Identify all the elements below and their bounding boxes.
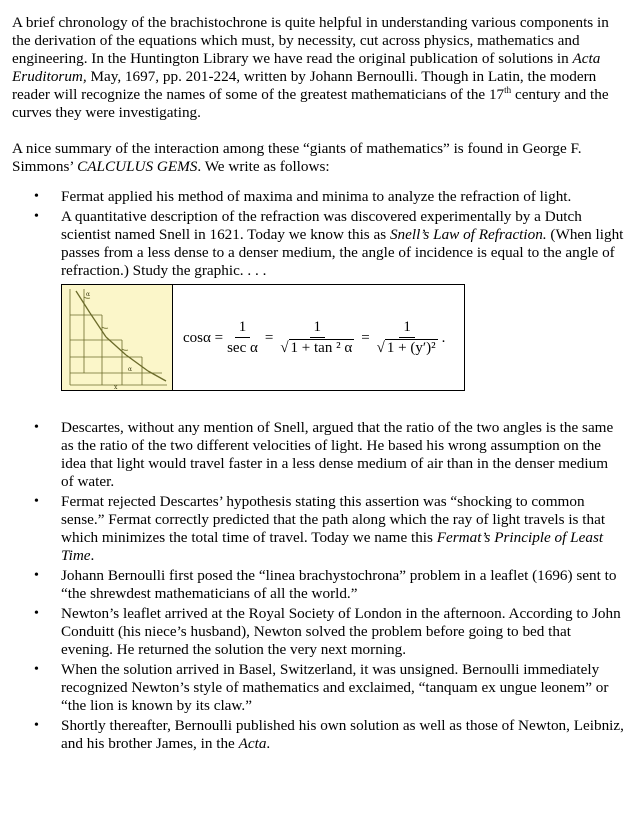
chronology-list-continued	[12, 419, 624, 753]
refraction-graphic	[62, 285, 173, 390]
summary-text-2: . We write as follows:	[197, 158, 330, 175]
fraction-sec	[227, 318, 258, 357]
bullet-icon: •	[34, 420, 39, 435]
bullet-text: Newton’s leaflet arrived at the Royal Society of London in the afternoon. According to John Conduitt (his niece’s husband), Newton solved the problem before going to bed that evening. He returned the solution the very next morning.	[61, 605, 621, 658]
sqrt-content: 1 + (y′)²	[386, 340, 436, 356]
formula-lhs: cosα =	[183, 329, 224, 346]
list-item	[12, 717, 624, 753]
list-item	[12, 188, 624, 206]
bullet-text: Descartes, without any mention of Snell, argued that the ratio of the two angles is the same as the ratio of the two different velocities of light. He based his wrong assumption on the idea that light would travel faster in a less dense medium of air than in the denser medium of water.	[61, 419, 614, 490]
fraction-denominator	[280, 338, 354, 357]
fraction-numerator: 1	[310, 318, 326, 338]
bullet-text: Shortly thereafter, Bernoulli published his own solution as well as those of Newton, Leibniz, and his brother James, in the	[61, 717, 624, 752]
bullet-icon: •	[34, 189, 39, 204]
intro-text-2: May, 1697, pp. 201-224, written by Johann Bernoulli. Though in Latin, the modern reader will recognize the names of some of the greatest mathematicians of the 17	[12, 68, 597, 103]
intro-text-3: century and the curves they were investigating.	[12, 86, 609, 121]
acta-title: Acta	[238, 735, 267, 752]
bullet-icon: •	[34, 494, 39, 509]
list-item	[12, 567, 624, 603]
intro-text-1: A brief chronology of the brachistochrone is quite helpful in understanding various components in the derivation of the equations which must, by necessity, cut across physics, mathematics and engineering. In the Huntington Library we have read the original publication of solutions in	[12, 14, 609, 67]
bullet-icon: •	[34, 718, 39, 733]
list-item	[12, 661, 624, 715]
superscript-th: th	[504, 84, 512, 95]
document-page	[12, 14, 624, 755]
chronology-list	[12, 188, 624, 280]
refraction-diagram-icon	[62, 285, 172, 390]
equals-sign: =	[361, 329, 370, 346]
bullet-icon: •	[34, 662, 39, 677]
snell-figure	[61, 284, 465, 391]
bullet-text: Fermat rejected Descartes’ hypothesis stating this assertion was “shocking to common sense.” Fermat correctly predicted that the path along which the ray of light travels is that which minimizes the total time of travel. Today we name this	[61, 493, 606, 546]
bullet-icon: •	[34, 606, 39, 621]
intro-paragraph	[12, 14, 624, 122]
bullet-text: Fermat applied his method of maxima and minima to analyze the refraction of light.	[61, 188, 572, 205]
fraction-denominator: sec α	[227, 340, 258, 356]
snells-law-title: Snell’s Law of Refraction.	[389, 226, 547, 243]
calculus-gems-title: CALCULUS GEMS	[77, 158, 198, 175]
summary-paragraph	[12, 140, 624, 176]
spacer	[12, 391, 624, 419]
summary-text-1: A nice summary of the interaction among these “giants of mathematics” is found in George F. Simmons’	[12, 140, 582, 175]
bullet-text: .	[266, 735, 271, 752]
bullet-icon: •	[34, 209, 39, 224]
acta-title: Acta Eruditorum,	[12, 50, 601, 85]
list-item	[12, 208, 624, 280]
fraction-numerator: 1	[399, 318, 415, 338]
fraction-derivative	[377, 318, 438, 357]
sqrt-icon: √	[376, 340, 385, 356]
formula-period: .	[441, 329, 446, 346]
fraction-tan	[280, 318, 354, 357]
bullet-text: .	[90, 547, 95, 564]
fermat-principle-title: Fermat’s Principle of Least Time	[61, 529, 604, 564]
fraction-numerator: 1	[235, 318, 251, 338]
x-label: x	[114, 384, 118, 390]
fraction-denominator	[377, 338, 438, 357]
bullet-text: A quantitative description of the refraction was discovered experimentally by a Dutch scientist named Snell in 1621. Today we know this as	[61, 208, 582, 243]
alpha-label: α	[86, 291, 91, 298]
bullet-text: When the solution arrived in Basel, Switzerland, it was unsigned. Bernoulli immediately recognized Newton’s style of mathematics and exclaimed, “tanquam ex ungue leonem” or “the lion is known by its claw.”	[61, 661, 609, 714]
list-item	[12, 419, 624, 491]
equals-sign: =	[264, 329, 274, 346]
bullet-icon: •	[34, 568, 39, 583]
sqrt-content: 1 + tan ² α	[290, 340, 353, 356]
list-item	[12, 493, 624, 565]
bullet-text: (When light passes from a less dense to a denser medium, the angle of incidence is equal to the angle of refraction.) Study the graphic. . . .	[61, 226, 624, 279]
sqrt-icon: √	[280, 340, 289, 356]
list-item	[12, 605, 624, 659]
bullet-text: Johann Bernoulli first posed the “linea brachystochrona” problem in a leaflet (1696) sent to “the shrewdest mathematicians of all the world.”	[61, 567, 617, 602]
alpha-label: α	[128, 366, 133, 373]
snell-formula	[173, 285, 464, 390]
